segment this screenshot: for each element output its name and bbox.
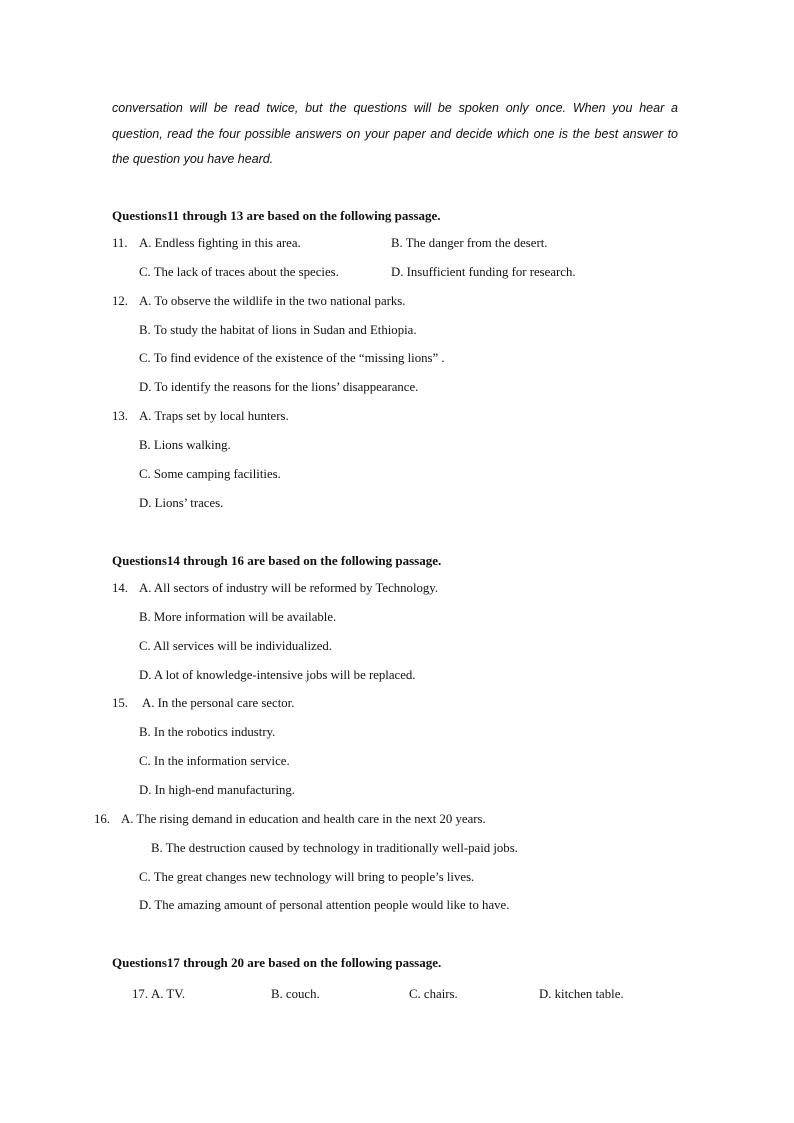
q16-option-b: B. The destruction caused by technology in traditionally well-paid jobs. (151, 841, 518, 855)
question-number-17: 17. (132, 987, 148, 1001)
q13-option-b: B. Lions walking. (139, 438, 231, 452)
section-heading-14-16: Questions14 through 16 are based on the following passage. (112, 553, 442, 568)
q17-option-d: D. kitchen table. (539, 987, 624, 1001)
q14-option-c: C. All services will be individualized. (139, 639, 332, 653)
q11-option-b: B. The danger from the desert. (391, 236, 548, 250)
question-number-13: 13. (112, 409, 128, 423)
q13-option-c: C. Some camping facilities. (139, 467, 281, 481)
q11-option-d: D. Insufficient funding for research. (391, 265, 576, 279)
section-heading-17-20: Questions17 through 20 are based on the following passage. (112, 955, 442, 970)
q14-option-a: A. All sectors of industry will be reformed by Technology. (139, 581, 439, 595)
q13-option-a: A. Traps set by local hunters. (139, 409, 289, 423)
q14-option-b: B. More information will be available. (139, 610, 337, 624)
q17-option-c: C. chairs. (409, 987, 458, 1001)
q15-option-a: A. In the personal care sector. (142, 696, 295, 710)
intro-line-3: the question you have heard. (112, 152, 274, 166)
q17-option-b: B. couch. (271, 987, 320, 1001)
question-number-16: 16. (94, 812, 110, 826)
intro-line-1: conversation will be read twice, but the questions will be spoken only once. When you hear a (112, 101, 678, 115)
question-number-12: 12. (112, 294, 128, 308)
q11-option-a: A. Endless fighting in this area. (139, 236, 301, 250)
q16-option-a: A. The rising demand in education and health care in the next 20 years. (121, 812, 486, 826)
q12-option-c: C. To find evidence of the existence of the “missing lions” . (139, 351, 445, 365)
intro-line-2: question, read the four possible answers on your paper and decide which one is the best answer to (112, 127, 678, 141)
q15-option-d: D. In high-end manufacturing. (139, 783, 296, 797)
q13-option-d: D. Lions’ traces. (139, 496, 224, 510)
q15-option-c: C. In the information service. (139, 754, 290, 768)
q16-option-c: C. The great changes new technology will bring to people’s lives. (139, 870, 475, 884)
q11-option-c: C. The lack of traces about the species. (139, 265, 339, 279)
q16-option-d: D. The amazing amount of personal attention people would like to have. (139, 898, 510, 912)
question-number-11: 11. (112, 236, 128, 250)
q15-option-b: B. In the robotics industry. (139, 725, 276, 739)
section-heading-11-13: Questions11 through 13 are based on the following passage. (112, 208, 441, 223)
question-number-14: 14. (112, 581, 128, 595)
question-number-15: 15. (112, 696, 128, 710)
q12-option-b: B. To study the habitat of lions in Sudan and Ethiopia. (139, 323, 417, 337)
q12-option-a: A. To observe the wildlife in the two national parks. (139, 294, 406, 308)
q12-option-d: D. To identify the reasons for the lions’ disappearance. (139, 380, 419, 394)
q17-option-a: A. TV. (151, 987, 186, 1001)
q14-option-d: D. A lot of knowledge-intensive jobs will be replaced. (139, 668, 416, 682)
